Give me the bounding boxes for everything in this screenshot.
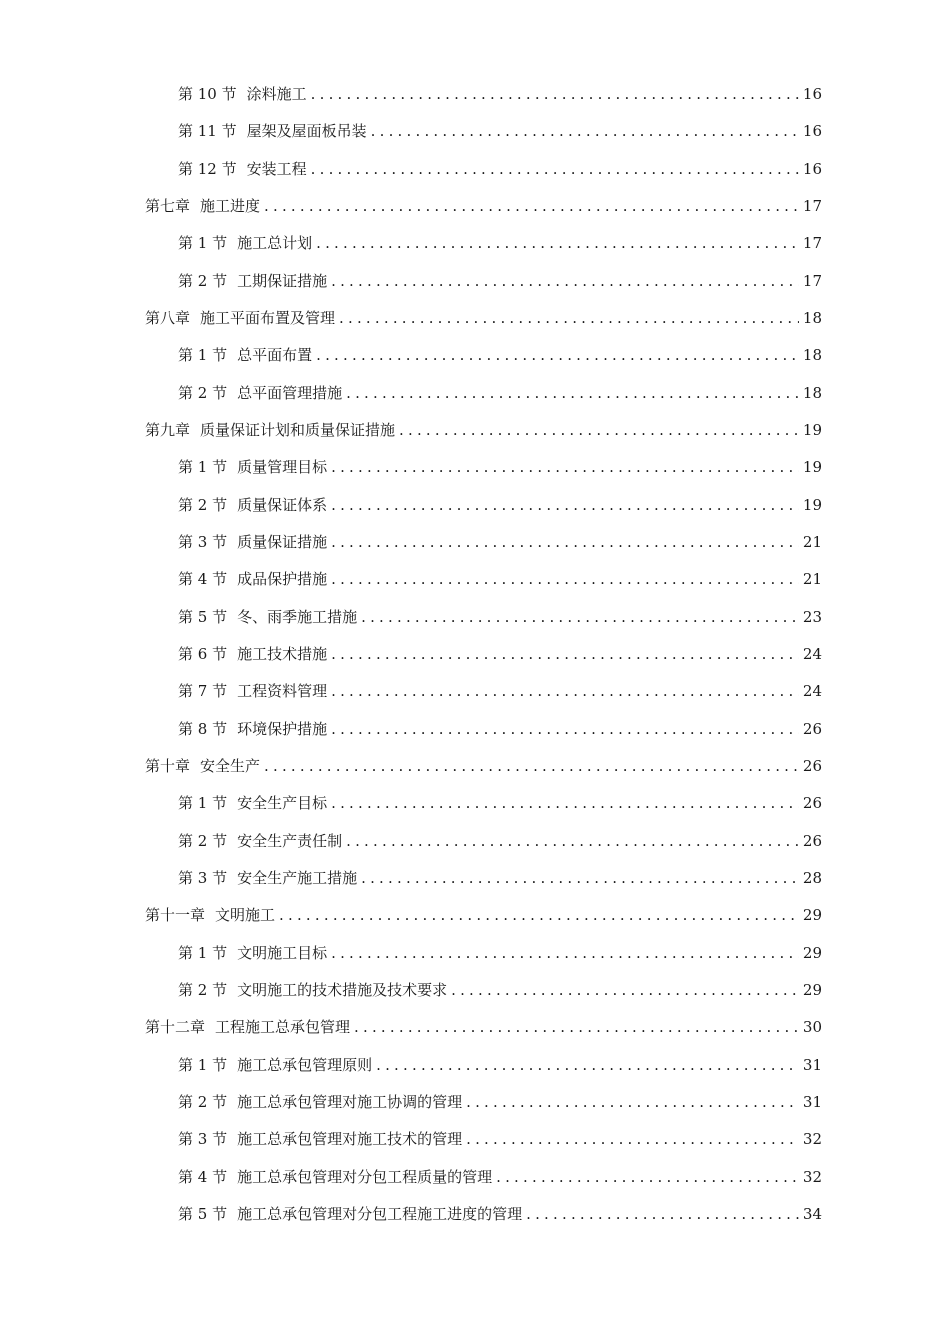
toc-entry-title: 质量保证计划和质量保证措施 bbox=[200, 420, 396, 439]
toc-dot-leader bbox=[346, 379, 799, 407]
toc-dot-leader bbox=[371, 117, 799, 145]
toc-entry-label bbox=[178, 864, 357, 892]
toc-entry-title: 成品保护措施 bbox=[237, 570, 328, 589]
toc-entry-label bbox=[178, 565, 327, 593]
toc-entry-number: 第 2 节 bbox=[178, 495, 228, 514]
toc-section-entry[interactable] bbox=[178, 491, 822, 519]
toc-chapter-entry[interactable] bbox=[145, 304, 822, 332]
toc-section-entry[interactable] bbox=[178, 379, 822, 407]
toc-entry-number: 第 7 节 bbox=[178, 682, 228, 701]
toc-entry-label bbox=[145, 752, 260, 780]
toc-entry-label bbox=[145, 416, 395, 444]
toc-entry-number: 第 5 节 bbox=[178, 607, 228, 626]
toc-entry-title: 施工总承包管理对分包工程施工进度的管理 bbox=[237, 1204, 523, 1223]
toc-dot-leader bbox=[331, 528, 799, 556]
toc-entry-title: 施工总承包管理对施工协调的管理 bbox=[237, 1092, 463, 1111]
toc-entry-number: 第 1 节 bbox=[178, 794, 228, 813]
toc-entry-number: 第 2 节 bbox=[178, 383, 228, 402]
toc-entry-title: 施工总承包管理对分包工程质量的管理 bbox=[237, 1167, 493, 1186]
toc-entry-label bbox=[145, 304, 335, 332]
toc-section-entry[interactable] bbox=[178, 827, 822, 855]
toc-entry-number: 第 4 节 bbox=[178, 570, 228, 589]
toc-dot-leader bbox=[496, 1163, 799, 1191]
toc-page-number: 24 bbox=[802, 644, 822, 663]
toc-entry-number: 第 2 节 bbox=[178, 1092, 228, 1111]
toc-page-number: 21 bbox=[802, 532, 822, 551]
toc-entry-number: 第十二章 bbox=[145, 1018, 206, 1037]
toc-page-number: 29 bbox=[802, 943, 822, 962]
toc-page-number: 29 bbox=[802, 906, 822, 925]
toc-entry-title: 安全生产 bbox=[200, 756, 261, 775]
toc-page-number: 23 bbox=[802, 607, 822, 626]
toc-entry-number: 第 1 节 bbox=[178, 346, 228, 365]
toc-section-entry[interactable] bbox=[178, 341, 822, 369]
toc-entry-label bbox=[178, 155, 307, 183]
toc-entry-title: 工程施工总承包管理 bbox=[215, 1018, 351, 1037]
toc-entry-number: 第 11 节 bbox=[178, 122, 237, 141]
toc-dot-leader bbox=[316, 229, 799, 257]
toc-page-number: 31 bbox=[802, 1092, 822, 1111]
toc-entry-number: 第 1 节 bbox=[178, 943, 228, 962]
toc-entry-label bbox=[178, 1088, 462, 1116]
toc-page-number: 26 bbox=[802, 831, 822, 850]
toc-section-entry[interactable] bbox=[178, 117, 822, 145]
toc-section-entry[interactable] bbox=[178, 1163, 822, 1191]
toc-page-number: 19 bbox=[802, 495, 822, 514]
toc-dot-leader bbox=[361, 864, 799, 892]
toc-entry-title: 施工平面布置及管理 bbox=[200, 308, 336, 327]
toc-entry-label bbox=[178, 1163, 492, 1191]
toc-section-entry[interactable] bbox=[178, 789, 822, 817]
toc-page-number: 34 bbox=[802, 1204, 822, 1223]
toc-section-entry[interactable] bbox=[178, 939, 822, 967]
toc-entry-number: 第十一章 bbox=[145, 906, 206, 925]
toc-page-number: 32 bbox=[802, 1130, 822, 1149]
toc-entry-label bbox=[178, 603, 357, 631]
toc-entry-label bbox=[145, 901, 275, 929]
toc-entry-label bbox=[178, 453, 327, 481]
toc-dot-leader bbox=[264, 752, 799, 780]
toc-entry-title: 施工进度 bbox=[200, 196, 261, 215]
toc-entry-title: 环境保护措施 bbox=[237, 719, 328, 738]
toc-entry-label bbox=[145, 1013, 350, 1041]
toc-section-entry[interactable] bbox=[178, 677, 822, 705]
toc-entry-title: 文明施工的技术措施及技术要求 bbox=[237, 980, 448, 999]
toc-dot-leader bbox=[331, 715, 799, 743]
toc-entry-number: 第八章 bbox=[145, 308, 191, 327]
toc-section-entry[interactable] bbox=[178, 565, 822, 593]
toc-page-number: 26 bbox=[802, 756, 822, 775]
toc-entry-title: 文明施工目标 bbox=[237, 943, 328, 962]
toc-entry-number: 第七章 bbox=[145, 196, 191, 215]
toc-section-entry[interactable] bbox=[178, 1200, 822, 1228]
toc-entry-number: 第 1 节 bbox=[178, 458, 228, 477]
toc-dot-leader bbox=[399, 416, 799, 444]
toc-entry-title: 施工总计划 bbox=[237, 234, 313, 253]
toc-chapter-entry[interactable] bbox=[145, 752, 822, 780]
toc-entry-label bbox=[178, 1125, 462, 1153]
toc-dot-leader bbox=[279, 901, 799, 929]
toc-entry-number: 第 10 节 bbox=[178, 85, 237, 103]
toc-dot-leader bbox=[316, 341, 799, 369]
toc-section-entry[interactable] bbox=[178, 229, 822, 257]
toc-dot-leader bbox=[466, 1125, 799, 1153]
toc-entry-title: 涂料施工 bbox=[246, 85, 307, 103]
toc-dot-leader bbox=[331, 453, 799, 481]
toc-dot-leader bbox=[264, 192, 799, 220]
toc-entry-number: 第 2 节 bbox=[178, 831, 228, 850]
toc-page-number: 26 bbox=[802, 794, 822, 813]
toc-entry-title: 安装工程 bbox=[246, 159, 307, 178]
toc-page-number: 18 bbox=[802, 383, 822, 402]
toc-entry-label bbox=[178, 1200, 522, 1228]
toc-chapter-entry[interactable] bbox=[145, 901, 822, 929]
toc-dot-leader bbox=[311, 155, 799, 183]
toc-dot-leader bbox=[451, 976, 799, 1004]
toc-entry-label bbox=[178, 976, 447, 1004]
toc-entry-title: 工期保证措施 bbox=[237, 271, 328, 290]
toc-entry-number: 第 1 节 bbox=[178, 234, 228, 253]
toc-entry-title: 安全生产施工措施 bbox=[237, 868, 358, 887]
toc-page-number: 26 bbox=[802, 719, 822, 738]
toc-entry-number: 第 2 节 bbox=[178, 980, 228, 999]
toc-dot-leader bbox=[331, 491, 799, 519]
toc-entry-number: 第 2 节 bbox=[178, 271, 228, 290]
toc-entry-number: 第十章 bbox=[145, 756, 191, 775]
toc-entry-number: 第九章 bbox=[145, 420, 191, 439]
toc-page-number: 17 bbox=[802, 271, 822, 290]
toc-entry-title: 施工技术措施 bbox=[237, 644, 328, 663]
toc-entry-title: 安全生产目标 bbox=[237, 794, 328, 813]
toc-dot-leader bbox=[331, 640, 799, 668]
toc-dot-leader bbox=[361, 603, 799, 631]
toc-dot-leader bbox=[354, 1013, 799, 1041]
toc-entry-number: 第 12 节 bbox=[178, 159, 237, 178]
toc-page-number: 19 bbox=[802, 420, 822, 439]
toc-dot-leader bbox=[331, 939, 799, 967]
toc-entry-number: 第 3 节 bbox=[178, 1130, 228, 1149]
toc-page-number: 31 bbox=[802, 1055, 822, 1074]
toc-page-number: 29 bbox=[802, 980, 822, 999]
toc-entry-label bbox=[178, 677, 327, 705]
toc-entry-number: 第 8 节 bbox=[178, 719, 228, 738]
toc-entry-label bbox=[178, 827, 342, 855]
toc-dot-leader bbox=[346, 827, 799, 855]
toc-dot-leader bbox=[331, 565, 799, 593]
toc-chapter-entry[interactable] bbox=[145, 1013, 822, 1041]
toc-entry-title: 质量管理目标 bbox=[237, 458, 328, 477]
toc-dot-leader bbox=[331, 267, 799, 295]
toc-dot-leader bbox=[311, 80, 799, 108]
toc-entry-number: 第 3 节 bbox=[178, 868, 228, 887]
toc-entry-title: 施工总承包管理原则 bbox=[237, 1055, 373, 1074]
toc-entry-number: 第 6 节 bbox=[178, 644, 228, 663]
toc-entry-label bbox=[178, 1051, 372, 1079]
toc-section-entry[interactable] bbox=[178, 1051, 822, 1079]
toc-entry-title: 质量保证体系 bbox=[237, 495, 328, 514]
toc-page-number: 28 bbox=[802, 868, 822, 887]
toc-entry-title: 总平面管理措施 bbox=[237, 383, 343, 402]
toc-dot-leader bbox=[339, 304, 799, 332]
toc-page-number: 18 bbox=[802, 308, 822, 327]
toc-page-number: 16 bbox=[802, 122, 822, 141]
toc-page-number: 18 bbox=[802, 346, 822, 365]
toc-entry-title: 总平面布置 bbox=[237, 346, 313, 365]
toc-entry-title: 屋架及屋面板吊装 bbox=[246, 122, 367, 141]
toc-entry-title: 安全生产责任制 bbox=[237, 831, 343, 850]
toc-chapter-entry[interactable] bbox=[145, 416, 822, 444]
toc-section-entry[interactable] bbox=[178, 267, 822, 295]
toc-entry-label bbox=[178, 267, 327, 295]
toc-entry-title: 工程资料管理 bbox=[237, 682, 328, 701]
toc-entry-label bbox=[178, 80, 307, 108]
toc-entry-title: 施工总承包管理对施工技术的管理 bbox=[237, 1130, 463, 1149]
toc-entry-number: 第 3 节 bbox=[178, 532, 228, 551]
toc-page-number: 17 bbox=[802, 234, 822, 253]
toc-page-number: 19 bbox=[802, 458, 822, 477]
toc-dot-leader bbox=[331, 789, 799, 817]
toc-section-entry[interactable] bbox=[178, 453, 822, 481]
toc-entry-label bbox=[178, 640, 327, 668]
toc-entry-label bbox=[178, 117, 367, 145]
toc-entry-label bbox=[178, 229, 312, 257]
toc-entry-label bbox=[178, 379, 342, 407]
toc-entry-title: 文明施工 bbox=[215, 906, 276, 925]
toc-section-entry[interactable] bbox=[178, 80, 822, 108]
toc-dot-leader bbox=[466, 1088, 799, 1116]
toc-entry-label bbox=[178, 528, 327, 556]
toc-section-entry[interactable] bbox=[178, 715, 822, 743]
toc-section-entry[interactable] bbox=[178, 976, 822, 1004]
toc-entry-label bbox=[178, 789, 327, 817]
toc-section-entry[interactable] bbox=[178, 640, 822, 668]
toc-section-entry[interactable] bbox=[178, 528, 822, 556]
toc-section-entry[interactable] bbox=[178, 603, 822, 631]
toc-page-number: 17 bbox=[802, 196, 822, 215]
toc-page-number: 16 bbox=[802, 159, 822, 178]
toc-page-number: 30 bbox=[802, 1018, 822, 1037]
toc-entry-title: 冬、雨季施工措施 bbox=[237, 607, 358, 626]
toc-dot-leader bbox=[376, 1051, 799, 1079]
toc-entry-number: 第 1 节 bbox=[178, 1055, 228, 1074]
toc-entry-number: 第 5 节 bbox=[178, 1204, 228, 1223]
toc-page-number: 32 bbox=[802, 1167, 822, 1186]
toc-entry-label bbox=[178, 715, 327, 743]
toc-chapter-entry[interactable] bbox=[145, 192, 822, 220]
toc-page-number: 24 bbox=[802, 682, 822, 701]
toc-entry-label bbox=[178, 341, 312, 369]
toc-entry-title: 质量保证措施 bbox=[237, 532, 328, 551]
toc-dot-leader bbox=[331, 677, 799, 705]
toc-section-entry[interactable] bbox=[178, 1125, 822, 1153]
toc-section-entry[interactable] bbox=[178, 155, 822, 183]
toc-page-number: 21 bbox=[802, 570, 822, 589]
toc-entry-label bbox=[178, 939, 327, 967]
toc-entry-label bbox=[178, 491, 327, 519]
toc-entry-label bbox=[145, 192, 260, 220]
toc-section-entry[interactable] bbox=[178, 864, 822, 892]
toc-dot-leader bbox=[526, 1200, 799, 1228]
toc-section-entry[interactable] bbox=[178, 1088, 822, 1116]
toc-page-number: 16 bbox=[802, 85, 822, 103]
toc-entry-number: 第 4 节 bbox=[178, 1167, 228, 1186]
